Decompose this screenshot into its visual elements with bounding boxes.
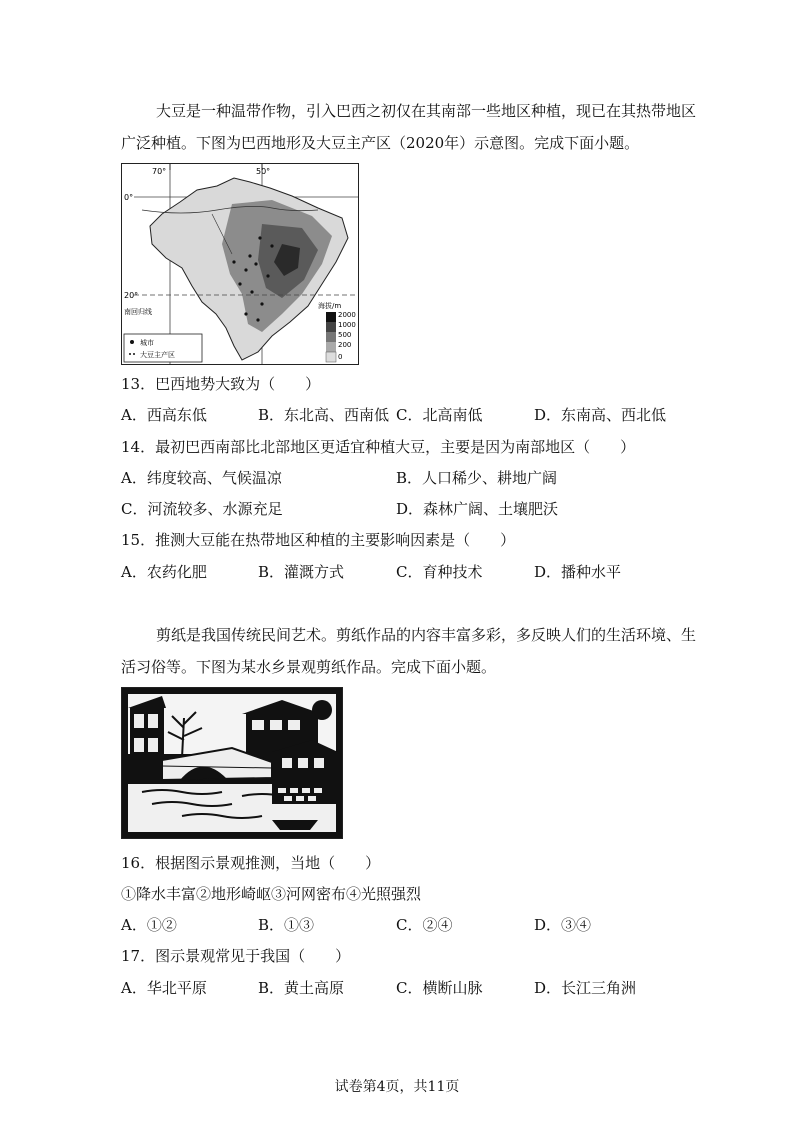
elev-200-label: 200 xyxy=(338,341,352,349)
q14-stem: 14．最初巴西南部比北部地区更适宜种植大豆，主要是因为南部地区（ ） xyxy=(121,438,636,456)
elev-swatch-0 xyxy=(326,352,336,362)
q16-option-c[interactable]: C．②④ xyxy=(396,916,453,934)
q15-option-d[interactable]: D．播种水平 xyxy=(534,563,622,581)
papercut-water-town-image xyxy=(121,687,343,839)
passage2-line2: 活习俗等。下图为某水乡景观剪纸作品。完成下面小题。 xyxy=(121,658,497,676)
q16-items: ①降水丰富②地形崎岖③河网密布④光照强烈 xyxy=(121,885,422,903)
q17-option-c[interactable]: C．横断山脉 xyxy=(396,979,483,997)
q14-option-a[interactable]: A．纬度较高、气候温凉 xyxy=(121,469,282,487)
elev-swatch-2000 xyxy=(326,312,336,322)
brazil-terrain-map xyxy=(121,163,359,365)
q13-stem: 13．巴西地势大致为（ ） xyxy=(121,375,321,393)
q13-option-b[interactable]: B．东北高、西南低 xyxy=(258,406,390,424)
q15-stem: 15．推测大豆能在热带地区种植的主要影响因素是（ ） xyxy=(121,531,516,549)
q17-option-d[interactable]: D．长江三角洲 xyxy=(534,979,637,997)
elev-500-label: 500 xyxy=(338,331,352,339)
elev-swatch-500 xyxy=(326,332,336,342)
legend-soy-label: 大豆主产区 xyxy=(140,351,175,359)
q17-stem: 17．图示景观常见于我国（ ） xyxy=(121,947,351,965)
page-footer: 试卷第4页，共11页 xyxy=(334,1079,460,1095)
lat-0-label: 0° xyxy=(124,193,134,202)
q16-stem: 16．根据图示景观推测，当地（ ） xyxy=(121,854,381,872)
q15-option-a[interactable]: A．农药化肥 xyxy=(121,563,207,581)
q15-option-c[interactable]: C．育种技术 xyxy=(396,563,483,581)
q13-option-d[interactable]: D．东南高、西北低 xyxy=(534,406,667,424)
q13-option-c[interactable]: C．北高南低 xyxy=(396,406,483,424)
q16-option-a[interactable]: A．①② xyxy=(121,916,177,934)
elev-2000-label: 2000 xyxy=(338,311,356,319)
elevation-legend-title: 海拔/m xyxy=(318,302,342,310)
papercut-graphic xyxy=(122,688,342,838)
lon-50-label: 50° xyxy=(256,167,271,176)
city-legend-symbol xyxy=(130,340,134,344)
brazil-map-graphic xyxy=(122,164,358,364)
q14-option-c[interactable]: C．河流较多、水源充足 xyxy=(121,500,283,518)
elev-0-label: 0 xyxy=(338,353,343,361)
passage1-line1: 大豆是一种温带作物，引入巴西之初仅在其南部一些地区种植，现已在其热带地区 xyxy=(156,102,697,120)
q13-option-a[interactable]: A．西高东低 xyxy=(121,406,207,424)
q17-option-b[interactable]: B．黄土高原 xyxy=(258,979,345,997)
q16-option-d[interactable]: D．③④ xyxy=(534,916,592,934)
elev-swatch-200 xyxy=(326,342,336,352)
tropic-label: 南回归线 xyxy=(124,308,152,316)
elev-1000-label: 1000 xyxy=(338,321,356,329)
legend-city-label: 城市 xyxy=(140,339,154,347)
lat-20-label: 20° xyxy=(124,291,139,300)
q17-option-a[interactable]: A．华北平原 xyxy=(121,979,207,997)
lon-70-label: 70° xyxy=(152,167,167,176)
q14-option-b[interactable]: B．人口稀少、耕地广阔 xyxy=(396,469,558,487)
q14-option-d[interactable]: D．森林广阔、土壤肥沃 xyxy=(396,500,559,518)
q15-option-b[interactable]: B．灌溉方式 xyxy=(258,563,345,581)
q16-option-b[interactable]: B．①③ xyxy=(258,916,315,934)
elev-swatch-1000 xyxy=(326,322,336,332)
passage1-line2: 广泛种植。下图为巴西地形及大豆主产区（2020年）示意图。完成下面小题。 xyxy=(121,134,640,152)
passage2-line1: 剪纸是我国传统民间艺术。剪纸作品的内容丰富多彩，多反映人们的生活环境、生 xyxy=(156,626,697,644)
